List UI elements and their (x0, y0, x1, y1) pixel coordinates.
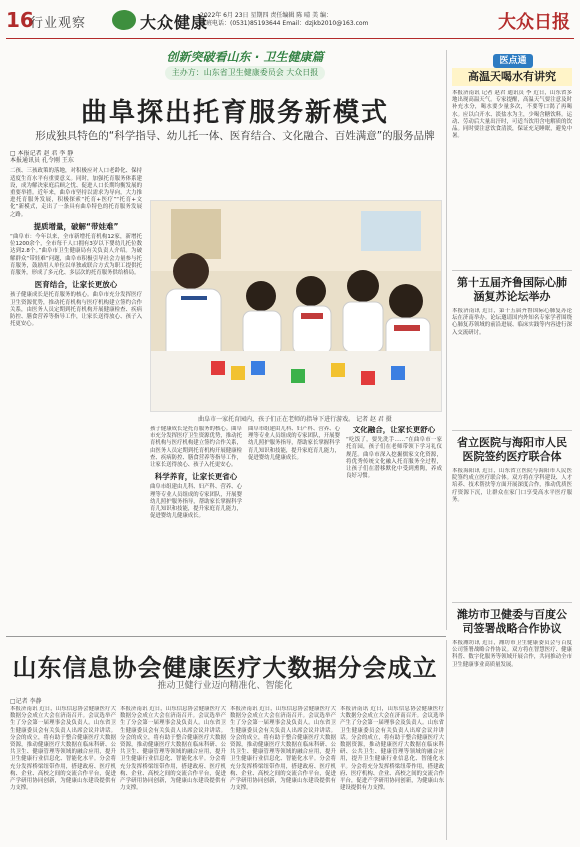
article-byline: □ 本报记者 赵 君 李 静 本报通讯员 孔令刚 王东 (10, 150, 74, 165)
article-intro: 二孩、三孩政策的落地，对积极应对人口老龄化、保持适度生育水平有重要意义。同时，加强托育服务体系建设，成为解决家庭后顾之忧、促进人口长期均衡发展的重要举措。近年来，曲阜市坚持以需求为导向，大力推进托育服务发展，积极探索“托育+医疗”“托育+文化”新模式，走出了一条具有曲阜特色的托育服务发展之路。 (10, 168, 142, 218)
story-1-title: 高温天喝水有讲究 (468, 70, 556, 83)
right-divider-1 (452, 270, 572, 271)
main-headline: 曲阜探出托育服务新模式 (80, 98, 389, 128)
section-2-text: 孩子健康成长是托育服务的核心。曲阜市充分发挥医疗卫生资源优势，推动托育机构与医疗机构建立签约合作关系，由医务人员定期到托育机构开展健康检查、疾病防控、膳食营养等指导工作，让家长送得放心、孩子入托更安心。 (10, 292, 142, 328)
story-2-text: 本报济南讯 近日，第十五届齐鲁国际心肺复苏论坛在济南举办。论坛邀请国内外知名专家学者围绕心肺复苏领域的前沿进展、临床实践等内容进行深入交流研讨。 (452, 308, 572, 336)
bottom-subhead: 推动卫健行业迈向精准化、智能化 (157, 681, 293, 691)
meta-line-1: 2022年 6月 23日 星期四 责任编辑 陈 晴 美 编： (200, 12, 332, 19)
section-1-text: “曲阜市：今年以来，全市新增托育机构12家，新增托位1200余个，全市每千人口拥有3岁以下婴幼儿托位数达到2.8个。”曲阜市卫生健康局有关负责人介绍。为破解群众“带娃难”问题，曲阜市积极引导社会力量参与托育服务，鼓励用人单位以单独或联合方式为职工提供托育服务，形成了多元化、多层次的托育服务供给格局。 (10, 234, 142, 277)
story-3-text: 本报海阳讯 近日，山东省立医院与海阳市人民医院签约成立医疗联合体。双方将在学科建设、人才培养、技术帮扶等方面开展深度合作，推动优质医疗资源下沉，让群众在家门口享受高水平医疗服务。 (452, 468, 572, 503)
health-logo-icon (112, 10, 136, 30)
section-3-text: 曲阜市组建由儿科、妇产科、营养、心理等专业人员组成的专家团队，开展婴幼儿照护服务指导，帮助家长掌握科学育儿知识和技能，提升家庭育儿能力，促进婴幼儿健康成长。 (150, 484, 242, 520)
yidiantong-badge: 医点通 (493, 54, 533, 68)
photo-caption: 曲阜市一家托育园内，孩子们正在老师的指导下进行游戏。 记者 赵 君 摄 (198, 416, 392, 423)
main-subhead: 形成独具特色的“科学指导、幼儿托一体、医育结合、文化融合、百姓满意”的服务品牌 (35, 130, 435, 142)
story-2-title: 第十五届齐鲁国际心肺涵复苏论坛举办 (457, 276, 567, 303)
bottom-article-col-3: 本报济南讯 近日，山东信息协会健康医疗大数据分会成立大会在济南召开。会议选举产生了分会第一届理事会及负责人。山东省卫生健康委员会有关负责人出席会议并讲话。分会的成立，将有助于整合健康医疗大数据资源，推动健康医疗大数据在临床科研、公共卫生、健康管理等领域的融合应用，提升卫生健康行业信息化、智能化水平。分会将充分发挥桥梁纽带作用，搭建政府、医疗机构、企业、高校之间的交流合作平台，促进产学研用协同创新，为健康山东建设提供有力支撑。 (230, 706, 336, 792)
right-divider-2 (452, 430, 572, 431)
banner-title: 创新突破看山东 · 卫生健康篇 (166, 50, 324, 64)
story-4-title: 潍坊市卫健委与百度公司签署战略合作协议 (457, 608, 567, 635)
story-1-text: 本报济南讯 记者 赵君 通讯员 李 近日，山东省多地出现高温天气。专家提醒，高温天气要注意及时补充水分，喝水要少量多次，不要等口渴了再喝水。应以白开水、淡盐水为主，少喝含糖饮料。运动、劳动后大量出汗时，可适当饮用含电解质的饮品。同时要注意饮食清淡，保证充足睡眠，避免中暑。 (452, 90, 572, 140)
main-article-col-2 (150, 426, 242, 630)
bottom-column-divider (446, 640, 447, 840)
bottom-byline: □记者 李静 (10, 698, 42, 705)
section-3-continued: 曲阜市组建由儿科、妇产科、营养、心理等专业人员组成的专家团队，开展婴幼儿照护服务指导，帮助家长掌握科学育儿知识和技能，提升家庭育儿能力，促进婴幼儿健康成长。 (248, 426, 340, 461)
header-rule (6, 38, 574, 39)
newspaper-brand: 大众日报 (498, 12, 570, 33)
page-number: 16 (6, 8, 34, 32)
section-2-continued: 孩子健康成长是托育服务的核心。曲阜市充分发挥医疗卫生资源优势，推动托育机构与医疗机构建立签约合作关系，由医务人员定期到托育机构开展健康检查、疾病防控、膳食营养等指导工作，让家长送得放心、孩子入托更安心。 (150, 426, 242, 469)
page-header (0, 0, 580, 38)
children-classroom-photo (151, 201, 441, 411)
column-name: 大众健康 (140, 13, 209, 32)
section-1-title: 提质增量，破解“带娃难” (33, 221, 119, 231)
main-article-col-1 (10, 150, 142, 630)
bottom-article-col-4: 本报济南讯 近日，山东信息协会健康医疗大数据分会成立大会在济南召开。会议选举产生了分会第一届理事会及负责人。山东省卫生健康委员会有关负责人出席会议并讲话。分会的成立，将有助于整合健康医疗大数据资源，推动健康医疗大数据在临床科研、公共卫生、健康管理等领域的融合应用，提升卫生健康行业信息化、智能化水平。分会将充分发挥桥梁纽带作用，搭建政府、医疗机构、企业、高校之间的交流合作平台，促进产学研用协同创新，为健康山东建设提供有力支撑。 (340, 706, 444, 792)
main-article-col-4 (346, 426, 442, 630)
column-divider (446, 50, 447, 630)
bottom-article-col-2: 本报济南讯 近日，山东信息协会健康医疗大数据分会成立大会在济南召开。会议选举产生了分会第一届理事会及负责人。山东省卫生健康委员会有关负责人出席会议并讲话。分会的成立，将有助于整合健康医疗大数据资源，推动健康医疗大数据在临床科研、公共卫生、健康管理等领域的融合应用，提升卫生健康行业信息化、智能化水平。分会将充分发挥桥梁纽带作用，搭建政府、医疗机构、企业、高校之间的交流合作平台，促进产学研用协同创新，为健康山东建设提供有力支撑。 (120, 706, 226, 792)
masthead-meta (200, 12, 370, 28)
story-3-title: 省立医院与海阳市人民医院签约医疗联合体 (457, 436, 567, 463)
bottom-section-rule (6, 636, 446, 637)
campaign-banner (110, 48, 380, 82)
bottom-article-col-1: 本报济南讯 近日，山东信息协会健康医疗大数据分会成立大会在济南召开。会议选举产生了分会第一届理事会及负责人。山东省卫生健康委员会有关负责人出席会议并讲话。分会的成立，将有助于整合健康医疗大数据资源，推动健康医疗大数据在临床科研、公共卫生、健康管理等领域的融合应用，提升卫生健康行业信息化、智能化水平。分会将充分发挥桥梁纽带作用，搭建政府、医疗机构、企业、高校之间的交流合作平台，促进产学研用协同创新，为健康山东建设提供有力支撑。 (10, 706, 116, 792)
article-photo (150, 200, 442, 412)
meta-line-2: 值班电话：(0531)85193644 Email：dzjkb2010@163.com (200, 20, 369, 27)
right-divider-3 (452, 602, 572, 603)
section-4-title: 文化融合，让家长更舒心 (352, 426, 436, 434)
section-2-title: 医育结合，让家长更放心 (34, 280, 118, 290)
story-4-text: 本报潍坊讯 近日，潍坊市卫生健康委员会与百度公司签署战略合作协议。双方将在智慧医疗、健康科普、数字化服务等领域开展合作，共同推动全市卫生健康事业高质量发展。 (452, 640, 572, 668)
story-1-title-bar (452, 68, 572, 86)
banner-host: 主办方：山东省卫生健康委员会 大众日报 (165, 66, 325, 80)
main-article-col-3 (248, 426, 340, 630)
section-3-title: 科学养育，让家长更省心 (154, 472, 238, 482)
section-name: 行业观察 (30, 16, 87, 31)
bottom-headline: 山东信息协会健康医疗大数据分会成立 (12, 654, 438, 682)
section-4-text: “吃饭了，要先洗手……”在曲阜市一家托育园，孩子们在老师带领下学习礼仪规范。曲阜市深入挖掘儒家文化资源，将优秀传统文化融入托育服务全过程，让孩子们在潜移默化中受到熏陶，养成良好习惯。 (346, 437, 442, 480)
